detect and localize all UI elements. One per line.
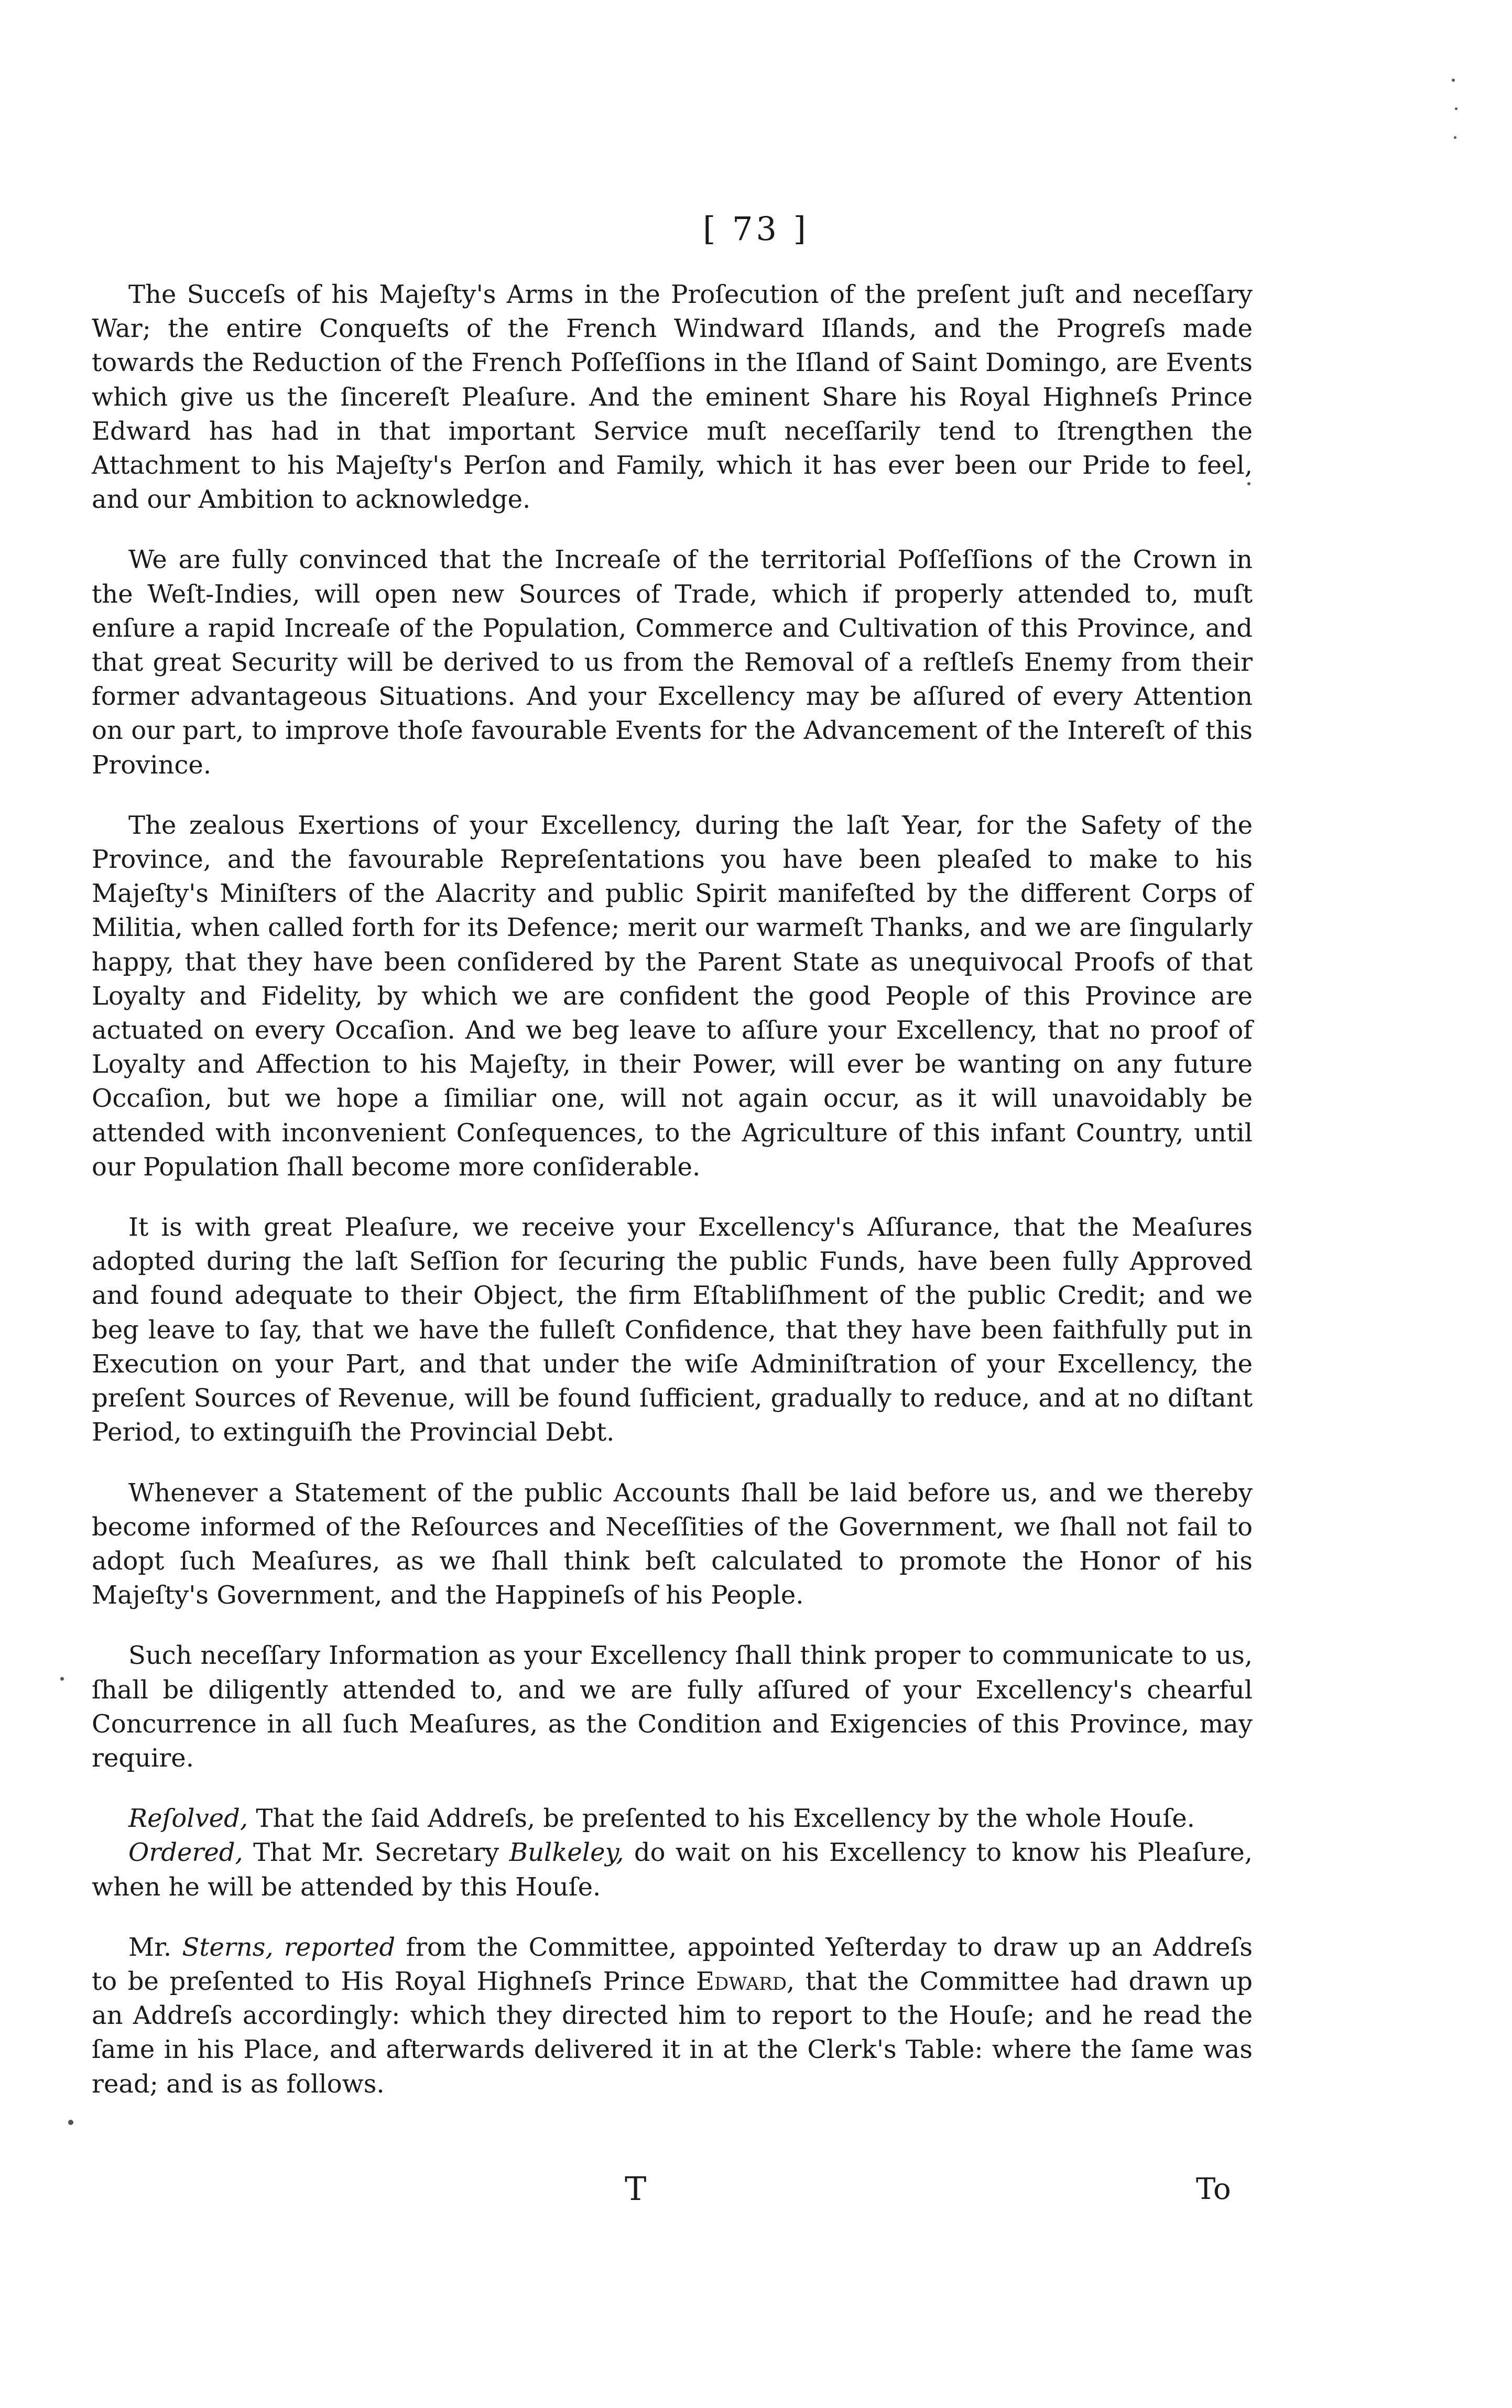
signature-mark: T	[625, 2170, 647, 2208]
ink-speck	[1455, 107, 1457, 110]
page-number: [ 73 ]	[703, 210, 809, 248]
paragraph-text: do wait on his Excellency to know his Pleaſure, when he will be attended by this Houſe.	[92, 1838, 1253, 1902]
ink-speck	[68, 2120, 73, 2125]
paragraph	[92, 809, 1253, 1184]
paragraph-text: Such neceſſary Information as your Excellency ſhall think proper to communicate to us, ſhall be diligently attended to, and we are fully aſſured of your Excellency's chearful Concurrence in all ſuch Meaſures, as the Condition and Exigencies of this Province, may require.	[92, 1641, 1253, 1773]
paragraph-text: Sterns, reported	[182, 1932, 396, 1962]
catchword: To	[1196, 2172, 1231, 2206]
paragraph-text: Reſolved,	[128, 1804, 248, 1834]
ink-speck	[1247, 482, 1250, 485]
paragraph-text: That Mr. Secretary	[243, 1838, 509, 1868]
paragraph-text: from the Committee, appointed Yeſterday to draw up an Addreſs to be preſented to His Royal Highneſs Prince	[92, 1932, 1253, 1996]
paragraph-text: We are fully convinced that the Increaſe of the territorial Poſſeſſions of the Crown in the Weſt-Indies, will open new Sources of Trade, which if properly attended to, muſt enſure a rapid Increaſe of the Population, Commerce and Cultivation of this Province, and that great Security will be derived to us from the Removal of a reſtleſs Enemy from their former advantageous Situations. And your Excellency may be aſſured of every Attention on our part, to improve thoſe favourable Events for the Advancement of the Intereſt of this Province.	[92, 545, 1253, 780]
paragraph-text: Whenever a Statement of the public Accounts ſhall be laid before us, and we thereby become informed of the Reſources and Neceſſities of the Government, we ſhall not fail to adopt ſuch Meaſures, as we ſhall think beſt calculated to promote the Honor of his Majeſty's Government, and the Happineſs of his People.	[92, 1478, 1253, 1610]
paragraph-text: Edward,	[696, 1966, 795, 1996]
paragraph	[92, 1836, 1253, 1904]
paragraph	[92, 1639, 1253, 1775]
ink-speck	[1454, 136, 1456, 139]
paragraph	[92, 543, 1253, 782]
paragraph-text: that the Committee had drawn up an Addreſs accordingly: which they directed him to report to the Houſe; and he read the ſame in his Place, and afterwards delivered it in at the Clerk's Table: where the ſame was read; and is as follows.	[92, 1966, 1253, 2099]
paragraph	[92, 1931, 1253, 2101]
paragraph-text: Ordered,	[128, 1838, 243, 1868]
paragraph-text: The Succeſs of his Majeſty's Arms in the Proſecution of the preſent juſt and neceſſary War; the entire Conqueſts of the French Windward Iſlands, and the Progreſs made towards the Reduction of the French Poſſeſſions in the Iſland of Saint Domingo, are Events which give us the ſincereſt Pleaſure. And the eminent Share his Royal Highneſs Prince Edward has had in that important Service muſt neceſſarily tend to ſtrengthen the Attachment to his Majeſty's Perſon and Family, which it has ever been our Pride to feel, and our Ambition to acknowledge.	[92, 280, 1253, 515]
paragraph	[92, 1211, 1253, 1450]
paragraph-text: Mr.	[128, 1932, 182, 1962]
paragraph-text: That the ſaid Addreſs, be preſented to his Excellency by the whole Houſe.	[248, 1804, 1195, 1834]
paragraph	[92, 1802, 1253, 1836]
paragraph-text: The zealous Exertions of your Excellency, during the laſt Year, for the Safety of the Province, and the favourable Repreſentations you have been pleaſed to make to his Majeſty's Miniſters of the Alacrity and public Spirit manifeſted by the different Corps of Militia, when called forth for its Defence; merit our warmeſt Thanks, and we are ſingularly happy, that they have been conſidered by the Parent State as unequivocal Proofs of that Loyalty and Fidelity, by which we are confident the good People of this Province are actuated on every Occaſion. And we beg leave to aſſure your Excellency, that no proof of Loyalty and Affection to his Majeſty, in their Power, will ever be wanting on any future Occaſion, but we hope a ſimiliar one, will not again occur, as it will unavoidably be attended with inconvenient Conſequences, to the Agriculture of this infant Country, until our Population ſhall become more conſiderable.	[92, 810, 1253, 1182]
paragraph	[92, 1476, 1253, 1613]
ink-speck	[60, 1677, 64, 1681]
paragraph	[92, 278, 1253, 517]
ink-speck	[1452, 79, 1455, 82]
paragraph-text: Bulkeley,	[509, 1838, 624, 1868]
body-text	[92, 278, 1253, 2128]
paragraph-text: It is with great Pleaſure, we receive your Excellency's Aſſurance, that the Meaſures adopted during the laſt Seſſion for ſecuring the public Funds, have been fully Approved and found adequate to their Object, the firm Eſtabliſhment of the public Credit; and we beg leave to ſay, that we have the fulleſt Confidence, that they have been faithfully put in Execution on your Part, and that under the wiſe Adminiſtration of your Excellency, the preſent Sources of Revenue, will be found ſufficient, gradually to reduce, and at no diſtant Period, to extinguiſh the Provincial Debt.	[92, 1213, 1253, 1447]
